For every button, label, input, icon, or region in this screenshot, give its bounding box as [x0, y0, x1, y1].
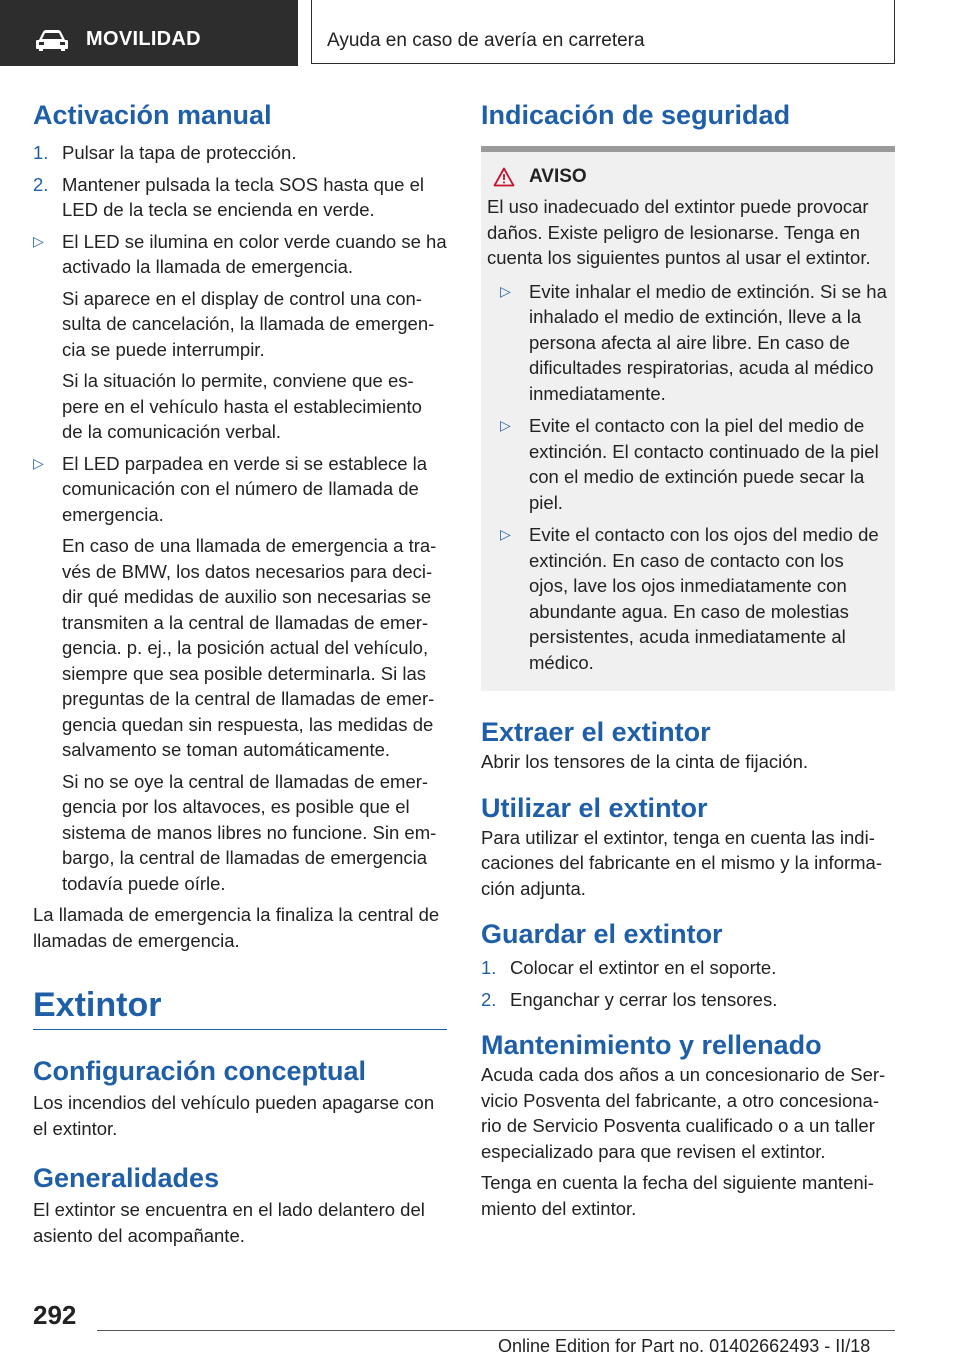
bullet-subtext: En caso de una llamada de emergencia a tra-vés de BMW, los datos necesarios para deci-dir qué medidas de auxilio son necesarias se transmiten a la central de llamadas de emer-gencia. p. ej., la posición actual del vehículo, siempre que sea posible determinarla. Si las preguntas de la central de llamadas de emer-gencia quedan sin respuesta, las medidas de salvamento se toman automáticamente. — [62, 535, 437, 760]
bullet-text: El LED parpadea en verde si se establece la comunicación con el número de llamada de emergencia. — [62, 452, 428, 525]
step-number: 2. — [481, 988, 497, 1010]
closing-paragraph: La llamada de emergencia la finaliza la central de llamadas de emergencia. — [33, 904, 440, 951]
maintenance-paragraph: Tenga en cuenta la fecha del siguiente manteni-miento del extintor. — [481, 1172, 874, 1219]
warning-box — [481, 152, 895, 691]
section-label: MOVILIDAD — [86, 28, 201, 50]
chapter-label: Ayuda en caso de avería en carretera — [327, 30, 645, 51]
warning-label: AVISO — [529, 166, 587, 187]
list-item — [33, 140, 447, 166]
list-item — [500, 279, 887, 407]
bullet-subtext: Si no se oye la central de llamadas de emer-gencia por los altavoces, es posible que el sistema de manos libres no funcione. Sin em-bargo, la central de llamadas de emergencia todavía puede oírle. — [62, 770, 437, 894]
list-item — [481, 955, 895, 981]
bullet-triangle-icon: ▷ — [33, 454, 44, 471]
list-item — [481, 987, 895, 1013]
warning-item: Evite inhalar el medio de extinción. Si se ha inhalado el medio de extinción, lleve a la persona afecta al aire libre. En caso de dificultades respiratorias, acuda al médico inmediatamente. — [529, 280, 887, 404]
heading-safety: Indicación de seguridad — [481, 100, 791, 130]
concept-paragraph: Los incendios del vehículo pueden apagarse con el extintor. — [33, 1092, 435, 1139]
step-text: Mantener pulsada la tecla SOS hasta que el LED de la tecla se encienda en verde. — [62, 173, 425, 220]
bullet-text: El LED se ilumina en color verde cuando se ha activado la llamada de emergencia. — [62, 230, 447, 277]
general-paragraph: El extintor se encuentra en el lado delantero del asiento del acompañante. — [33, 1199, 425, 1246]
warning-triangle-icon — [493, 167, 515, 187]
chapter-title: Extintor — [33, 986, 162, 1024]
step-number: 1. — [33, 142, 49, 163]
footer-rule — [97, 1330, 895, 1331]
step-number: 1. — [481, 957, 497, 978]
warning-intro: El uso inadecuado del extintor puede provocar daños. Existe peligro de lesionarse. Tenga en cuenta los siguientes puntos al usar el extintor. — [487, 196, 871, 268]
bullet-subtext: Si aparece en el display de control una con-sulta de cancelación, la llamada de emergen-cia se puede interrumpir. — [62, 287, 435, 360]
warning-header — [487, 166, 887, 188]
chapter-tab — [311, 0, 895, 64]
heading-maintenance: Mantenimiento y rellenado — [481, 1030, 822, 1060]
step-text: Enganchar y cerrar los tensores. — [510, 988, 778, 1010]
list-item — [33, 229, 447, 280]
heading-use: Utilizar el extintor — [481, 792, 708, 823]
bullet-triangle-icon: ▷ — [33, 232, 44, 249]
warning-item: Evite el contacto con los ojos del medio de extinción. En caso de contacto con los ojos, lave los ojos inmediatamente con abundante agua. En caso de molestias persistentes, acuda inmediatamente al médico. — [529, 524, 879, 673]
car-icon — [34, 28, 70, 52]
right-column — [481, 98, 895, 1221]
page-number: 292 — [33, 1300, 77, 1330]
list-item — [33, 172, 447, 223]
page-header — [0, 0, 960, 66]
heading-concept: Configuración conceptual — [33, 1056, 367, 1086]
list-item — [500, 413, 887, 515]
step-number: 2. — [33, 173, 49, 195]
warning-item: Evite el contacto con la piel del medio de extinción. El contacto continuado de la piel con el medio de extinción puede secar la piel. — [529, 415, 879, 513]
bullet-subtext: Si la situación lo permite, conviene que es-pere en el vehículo hasta el establecimiento de la comunicación verbal. — [62, 370, 422, 442]
step-text: Colocar el extintor en el soporte. — [510, 957, 777, 978]
extract-paragraph: Abrir los tensores de la cinta de fijación. — [481, 751, 809, 772]
heading-general: Generalidades — [33, 1163, 220, 1193]
list-item — [500, 522, 887, 675]
heading-store: Guardar el extintor — [481, 919, 723, 949]
bullet-triangle-icon: ▷ — [500, 282, 511, 299]
heading-extract: Extraer el extintor — [481, 717, 711, 747]
left-column — [33, 98, 447, 1248]
bullet-triangle-icon: ▷ — [500, 526, 511, 542]
edition-note: Online Edition for Part no. 01402662493 - II/18 — [498, 1336, 871, 1356]
bullet-triangle-icon: ▷ — [500, 417, 511, 433]
heading-manual-activation: Activación manual — [33, 100, 272, 130]
use-paragraph: Para utilizar el extintor, tenga en cuenta las indi-caciones del fabricante en el mismo y la informa-ción adjunta. — [481, 826, 883, 899]
section-tab — [0, 0, 298, 66]
step-text: Pulsar la tapa de protección. — [62, 142, 297, 163]
list-item — [33, 451, 447, 528]
maintenance-paragraph: Acuda cada dos años a un concesionario de Ser-vicio Posventa del fabricante, a otro concesiona-rio de Servicio Posventa cualificado o a un taller especializado para que revisen el extintor. — [481, 1064, 886, 1162]
